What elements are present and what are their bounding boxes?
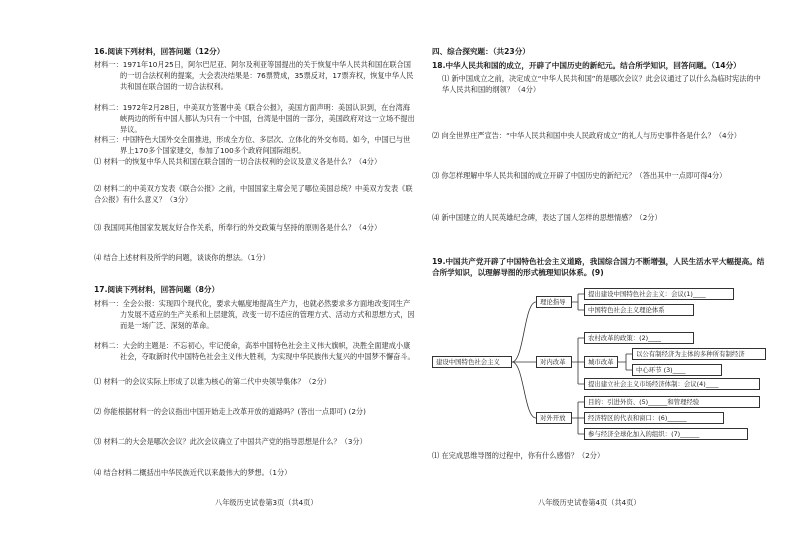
section-4-title: 四、综合探究题：（共23分）: [432, 47, 530, 56]
q19-title: 19.中国共产党开辟了中国特色社会主义道路，我国综合国力不断增强，人民生活水平大幅提高。结合所学知识，以理解导图的形式梳理知识体系。(9): [432, 257, 765, 277]
q17-sub-3: ⑶ 材料二的大会是哪次会议？此次会议确立了中国共产党的指导思想是什么？（3分）: [94, 437, 367, 446]
q18-sub-2: ⑵ 向全世界庄严宣告：“中华人民共和国中央人民政府成立”的礼人与历史事件各是什么？（4分）: [432, 131, 741, 140]
node-theory: 理论指导: [536, 296, 572, 308]
q16-material-3: 材料三：中国特色大国外交全面推进，形成全方位、多层次、立体化的外交布局。如今，中国已与世界上170多个国家建交，参加了100多个政府间国际组织。: [94, 135, 411, 155]
node-opening: 对外开放: [536, 412, 572, 424]
node-opening-c: 参与经济全球化加入的组织：(7)______: [584, 428, 748, 440]
q18-title: 18.中华人民共和国的成立，开辟了中国历史的新纪元。结合所学知识，回答问题。（14分）: [432, 61, 741, 70]
node-theory-b: 中国特色社会主义理论体系: [584, 304, 694, 316]
right-page-footer: 八年级历史试卷第4页（共4页）: [538, 498, 641, 507]
q18-sub-3: ⑶ 你怎样理解中华人民共和国的成立开辟了中国历史的新纪元？（答出其中一点即可得4分）: [432, 171, 727, 180]
q17-title: 17.阅读下列材料，回答问题（8分）: [94, 285, 220, 294]
q16-material-1: 材料一：1971年10月25日，阿尔巴尼亚、阿尔及利亚等国提出的关于恢复中华人民共和国在联合国的一切合法权利的提案，大会表决结果是：76票赞成，35票反对，17票弃权，恢复中华人民共和国在联合国的一切合法权利。: [94, 60, 414, 91]
node-opening-a: 目的：引进外资、(5)______和管理经验: [584, 396, 760, 408]
q17-sub-4: ⑷ 结合材料二概括出中华民族近代以来最伟大的梦想。（1分）: [94, 468, 292, 477]
node-city-reform-a: 以公有制经济为主体的多种所有制经济: [632, 348, 766, 360]
node-reform-a: 农村改革的政策：(2)____: [584, 332, 694, 344]
node-city-reform: 城市改革: [584, 356, 618, 368]
q16-material-2: 材料二：1972年2月28日，中美双方签署中美《联合公报》，美国方面声明：美国认识到，在台湾海峡两边的所有中国人都认为只有一个中国，台湾是中国的一部分，美国政府对这一立场不提出异议。: [94, 103, 415, 134]
node-theory-a: 提出建设中国特色社会主义：会议(1)____: [584, 288, 734, 300]
node-city-reform-b: 中心环节 (3)____: [632, 364, 722, 376]
q16-sub-3: ⑶ 我国同其他国家发展友好合作关系，所奉行的外交政策与坚持的原则各是什么？（4分）: [94, 223, 382, 232]
q16-sub-1: ⑴ 材料一的恢复中华人民共和国在联合国的一切合法权利的会议及意义各是什么？（4分）: [94, 157, 382, 166]
node-reform-c: 提出建立社会主义市场经济体制：会议(4)____: [584, 378, 760, 390]
q18-sub-4: ⑷ 新中国建立的人民英雄纪念碑，表达了国人怎样的思想情感？（2分）: [432, 213, 662, 222]
q16-title: 16.阅读下列材料，回答问题（12分）: [94, 47, 225, 56]
q17-sub-2: ⑵ 你能根据材料一的会议指出中国开始走上改革开放的道路吗？(答出一点即可) (2分): [94, 407, 366, 416]
left-page-footer: 八年级历史试卷第3页（共4页）: [215, 498, 318, 507]
q19-sub-1: ⑴ 在完成思维导图的过程中，你有什么感悟？（2分）: [432, 451, 605, 460]
mind-map-root: 建设中国特色社会主义: [432, 356, 512, 368]
q17-material-2: 材料二：大会的主题是：不忘初心，牢记使命，高举中国特色社会主义伟大旗帜，决胜全面建成小康社会，夺取新时代中国特色社会主义伟大胜利，为实现中华民族伟大复兴的中国梦不懈奋斗。: [94, 341, 415, 361]
q16-sub-4: ⑷ 结合上述材料及所学的问题，谈谈你的想法。（1分）: [94, 253, 270, 262]
q17-sub-1: ⑴ 材料一的会议实际上形成了以谁为核心的第二代中央领导集体？（2分）: [94, 377, 331, 386]
mind-map: [432, 284, 766, 444]
q18-sub-1: ⑴ 新中国成立之前，决定成立“中华人民共和国”的是哪次会议？此会议通过了以什么為临时宪法的中华人民共和国的纲领？（4分）: [442, 74, 761, 94]
q17-material-1: 材料一：全会公报：实现四个现代化，要求大幅度地提高生产力，也就必然要求多方面地改变同生产力发展不适应的生产关系和上层建筑，改变一切不适应的管理方式、活动方式和思想方式，因而是一场广泛、深刻的革命。: [94, 299, 415, 330]
node-opening-b: 经济特区的代表和窗口：(6)______: [584, 412, 724, 424]
node-reform: 对内改革: [536, 356, 572, 368]
q16-sub-2: ⑵ 材料二的中美双方发表《联合公报》之前，中国国家主席会见了哪位美国总统？中美双方发表《联合公报》有什么意义？（3分）: [94, 184, 413, 204]
